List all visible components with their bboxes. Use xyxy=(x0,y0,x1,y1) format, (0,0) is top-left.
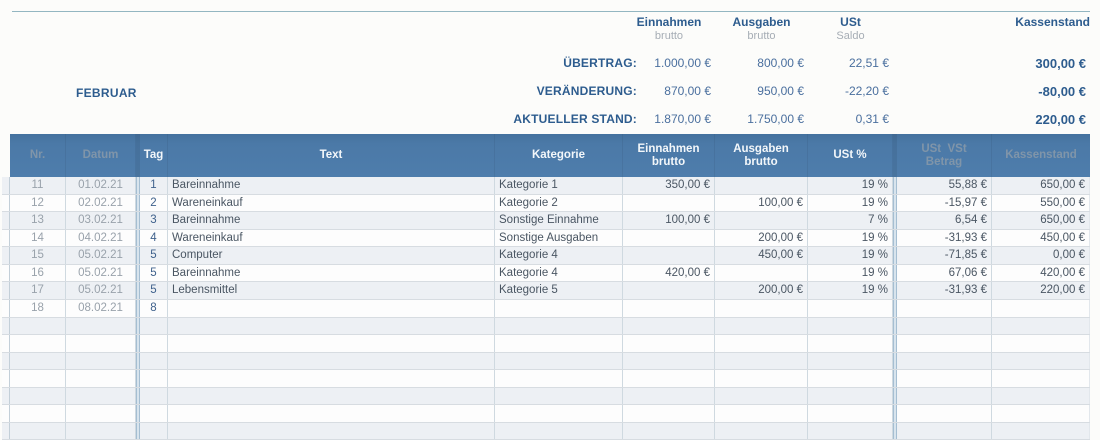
table-row xyxy=(2,388,1090,406)
cell-ust-vst-betrag[interactable]: -71,85 € xyxy=(897,247,992,264)
cell-ust-prozent[interactable] xyxy=(808,405,893,422)
header-line-2: brutto xyxy=(651,155,686,168)
summary-ust-value[interactable]: -22,20 € xyxy=(844,84,889,98)
row-margin-cell xyxy=(2,212,10,229)
cell-kassenstand[interactable]: 220,00 € xyxy=(992,282,1090,299)
cell-ust-vst-betrag[interactable]: -15,97 € xyxy=(897,195,992,212)
summary-einnahmen-value[interactable]: 870,00 € xyxy=(664,84,711,98)
cell-ust-prozent[interactable] xyxy=(808,353,893,370)
table-row xyxy=(2,195,1090,213)
cell-text[interactable] xyxy=(168,353,495,370)
cell-tag[interactable]: 5 xyxy=(140,247,168,264)
cell-text[interactable]: Wareneinkauf xyxy=(168,195,495,212)
cell-ust-prozent[interactable]: 19 % xyxy=(808,195,893,212)
cell-text[interactable] xyxy=(168,300,495,317)
header-divider-line xyxy=(12,11,1090,12)
cell-nr[interactable]: 12 xyxy=(10,195,66,212)
summary-rows xyxy=(0,49,1100,133)
cell-datum[interactable] xyxy=(66,335,136,352)
summary-row-label[interactable]: ÜBERTRAG: xyxy=(563,56,637,70)
cell-ust-prozent[interactable]: 19 % xyxy=(808,265,893,282)
cell-ust-prozent[interactable]: 19 % xyxy=(808,282,893,299)
column-subtitle: brutto xyxy=(654,30,684,42)
header-line-1: USt VSt xyxy=(921,142,967,155)
row-margin-cell xyxy=(2,405,10,422)
table-row xyxy=(2,300,1090,318)
summary-column-header-ust[interactable] xyxy=(808,15,893,42)
cell-tag[interactable] xyxy=(140,370,168,387)
cell-ust-prozent[interactable] xyxy=(808,423,893,440)
cell-ausgaben[interactable]: 450,00 € xyxy=(715,247,808,264)
table-header-nr[interactable]: Nr. xyxy=(10,134,66,177)
cell-nr[interactable]: 13 xyxy=(10,212,66,229)
cell-ausgaben[interactable] xyxy=(715,300,808,317)
summary-ust-value[interactable]: 0,31 € xyxy=(855,112,889,126)
table-header-kassenstand[interactable]: Kassenstand xyxy=(1005,149,1077,161)
cell-ausgaben[interactable] xyxy=(715,388,808,405)
cell-text[interactable]: Computer xyxy=(168,247,495,264)
cell-datum[interactable] xyxy=(66,353,136,370)
cell-ust-prozent[interactable]: 19 % xyxy=(808,230,893,247)
summary-column-header-kassenstand[interactable] xyxy=(992,15,1090,30)
cell-datum[interactable]: 03.02.21 xyxy=(66,212,136,229)
cell-datum[interactable] xyxy=(66,388,136,405)
cell-ust-prozent[interactable] xyxy=(808,370,893,387)
row-margin-cell xyxy=(2,300,10,317)
cell-ausgaben[interactable]: 200,00 € xyxy=(715,230,808,247)
cell-ust-prozent[interactable] xyxy=(808,300,893,317)
cell-einnahmen[interactable] xyxy=(623,230,715,247)
cell-ausgaben[interactable] xyxy=(715,423,808,440)
row-margin-cell xyxy=(2,265,10,282)
row-margin-cell xyxy=(2,177,10,194)
cell-ausgaben[interactable]: 200,00 € xyxy=(715,282,808,299)
cell-nr[interactable] xyxy=(10,318,66,335)
summary-row xyxy=(0,105,1100,133)
table-header-tag[interactable]: Tag xyxy=(140,134,168,177)
table-row xyxy=(2,177,1090,195)
cell-kassenstand[interactable] xyxy=(992,388,1090,405)
summary-row-label[interactable]: VERÄNDERUNG: xyxy=(536,84,637,98)
cell-einnahmen[interactable] xyxy=(623,195,715,212)
cell-kassenstand[interactable] xyxy=(992,335,1090,352)
cell-nr[interactable] xyxy=(10,335,66,352)
cell-datum[interactable] xyxy=(66,423,136,440)
cell-nr[interactable]: 17 xyxy=(10,282,66,299)
table-row xyxy=(2,230,1090,248)
cell-ust-vst-betrag[interactable] xyxy=(897,300,992,317)
header-line-2: brutto xyxy=(744,155,778,168)
table-row xyxy=(2,212,1090,230)
cell-text[interactable] xyxy=(168,388,495,405)
cell-tag[interactable] xyxy=(140,423,168,440)
cell-nr[interactable]: 15 xyxy=(10,247,66,264)
table-row xyxy=(2,405,1090,423)
cell-ust-prozent[interactable]: 19 % xyxy=(808,247,893,264)
table-row xyxy=(2,423,1090,440)
cell-einnahmen[interactable] xyxy=(623,247,715,264)
cell-ust-vst-betrag[interactable] xyxy=(897,353,992,370)
cell-einnahmen[interactable]: 420,00 € xyxy=(623,265,715,282)
cell-text[interactable]: Bareinnahme xyxy=(168,212,495,229)
cell-tag[interactable] xyxy=(140,353,168,370)
cell-kategorie[interactable]: Sonstige Ausgaben xyxy=(495,230,623,247)
cell-ausgaben[interactable]: 100,00 € xyxy=(715,195,808,212)
row-margin-cell xyxy=(2,195,10,212)
column-title: Kassenstand xyxy=(1015,15,1090,29)
cell-kassenstand[interactable] xyxy=(992,370,1090,387)
table-header-row xyxy=(10,134,1090,177)
cell-kategorie[interactable]: Sonstige Einnahme xyxy=(495,212,623,229)
cell-tag[interactable] xyxy=(140,405,168,422)
cell-kategorie[interactable]: Kategorie 4 xyxy=(495,265,623,282)
cell-datum[interactable]: 02.02.21 xyxy=(66,195,136,212)
cell-datum[interactable]: 05.02.21 xyxy=(66,247,136,264)
cell-ust-vst-betrag[interactable]: 55,88 € xyxy=(897,177,992,194)
cell-text[interactable] xyxy=(168,318,495,335)
cell-text[interactable]: Wareneinkauf xyxy=(168,230,495,247)
summary-kassenstand-value[interactable]: 300,00 € xyxy=(1035,55,1086,71)
table-header-ust-vst-betrag[interactable] xyxy=(897,134,992,177)
row-margin-cell xyxy=(2,370,10,387)
cell-ust-vst-betrag[interactable] xyxy=(897,370,992,387)
cell-ausgaben[interactable] xyxy=(715,370,808,387)
cell-kassenstand[interactable] xyxy=(992,405,1090,422)
month-label[interactable]: FEBRUAR xyxy=(76,86,137,100)
cell-ust-vst-betrag[interactable] xyxy=(897,405,992,422)
table-header-ust-prozent[interactable]: USt % xyxy=(808,134,893,177)
cell-nr[interactable]: 18 xyxy=(10,300,66,317)
cell-datum[interactable]: 08.02.21 xyxy=(66,300,136,317)
table-header-text[interactable]: Text xyxy=(168,134,495,177)
row-margin-cell xyxy=(2,282,10,299)
cell-ausgaben[interactable] xyxy=(715,318,808,335)
cell-kassenstand[interactable]: 550,00 € xyxy=(992,195,1090,212)
cell-kategorie[interactable] xyxy=(495,423,623,440)
cell-ust-vst-betrag[interactable] xyxy=(897,388,992,405)
cell-tag[interactable] xyxy=(140,335,168,352)
cell-kategorie[interactable]: Kategorie 5 xyxy=(495,282,623,299)
cell-ust-prozent[interactable] xyxy=(808,318,893,335)
cell-ust-prozent[interactable]: 19 % xyxy=(808,177,893,194)
cell-nr[interactable] xyxy=(10,405,66,422)
row-margin-cell xyxy=(2,247,10,264)
cell-ust-vst-betrag[interactable]: -31,93 € xyxy=(897,282,992,299)
table-row xyxy=(2,370,1090,388)
cell-einnahmen[interactable] xyxy=(623,300,715,317)
cell-kategorie[interactable] xyxy=(495,388,623,405)
cell-ausgaben[interactable] xyxy=(715,212,808,229)
cell-einnahmen[interactable] xyxy=(623,318,715,335)
cell-einnahmen[interactable] xyxy=(623,282,715,299)
table-header-ausgaben[interactable] xyxy=(715,134,808,177)
cell-kategorie[interactable]: Kategorie 2 xyxy=(495,195,623,212)
cell-datum[interactable]: 05.02.21 xyxy=(66,265,136,282)
cell-tag[interactable]: 5 xyxy=(140,265,168,282)
cell-kategorie[interactable]: Kategorie 1 xyxy=(495,177,623,194)
summary-column-header-ausgaben[interactable] xyxy=(715,15,808,42)
cell-kategorie[interactable] xyxy=(495,318,623,335)
table-row xyxy=(2,282,1090,300)
cell-ausgaben[interactable] xyxy=(715,353,808,370)
cell-nr[interactable]: 11 xyxy=(10,177,66,194)
cell-tag[interactable] xyxy=(140,388,168,405)
summary-row xyxy=(0,77,1100,105)
cell-ust-prozent[interactable] xyxy=(808,388,893,405)
cell-tag[interactable]: 2 xyxy=(140,195,168,212)
cell-tag[interactable]: 4 xyxy=(140,230,168,247)
column-subtitle: Saldo xyxy=(836,30,865,42)
summary-row xyxy=(0,49,1100,77)
cell-text[interactable]: Bareinnahme xyxy=(168,177,495,194)
cell-datum[interactable] xyxy=(66,318,136,335)
cell-ust-vst-betrag[interactable]: -31,93 € xyxy=(897,230,992,247)
cell-kategorie[interactable] xyxy=(495,353,623,370)
cell-kassenstand[interactable]: 650,00 € xyxy=(992,212,1090,229)
cell-datum[interactable]: 05.02.21 xyxy=(66,282,136,299)
row-margin-cell xyxy=(2,423,10,440)
cell-einnahmen[interactable]: 350,00 € xyxy=(623,177,715,194)
cell-datum[interactable] xyxy=(66,370,136,387)
cell-kategorie[interactable] xyxy=(495,300,623,317)
cell-nr[interactable] xyxy=(10,423,66,440)
cell-kategorie[interactable] xyxy=(495,405,623,422)
cell-kassenstand[interactable] xyxy=(992,353,1090,370)
table-row xyxy=(2,265,1090,283)
cell-ust-vst-betrag[interactable]: 6,54 € xyxy=(897,212,992,229)
cell-einnahmen[interactable] xyxy=(623,370,715,387)
summary-einnahmen-value[interactable]: 1.000,00 € xyxy=(654,56,711,70)
cell-kategorie[interactable] xyxy=(495,335,623,352)
cell-datum[interactable]: 04.02.21 xyxy=(66,230,136,247)
cell-text[interactable] xyxy=(168,405,495,422)
cell-ust-vst-betrag[interactable] xyxy=(897,318,992,335)
cell-datum[interactable] xyxy=(66,405,136,422)
cell-ust-vst-betrag[interactable]: 67,06 € xyxy=(897,265,992,282)
summary-ausgaben-value[interactable]: 800,00 € xyxy=(757,56,804,70)
cell-einnahmen[interactable]: 100,00 € xyxy=(623,212,715,229)
cell-ausgaben[interactable] xyxy=(715,265,808,282)
row-margin-cell xyxy=(2,388,10,405)
cell-kassenstand[interactable] xyxy=(992,300,1090,317)
summary-ust-value[interactable]: 22,51 € xyxy=(848,56,889,70)
cell-kassenstand[interactable] xyxy=(992,423,1090,440)
cell-tag[interactable]: 3 xyxy=(140,212,168,229)
summary-kassenstand-value[interactable]: 220,00 € xyxy=(1035,111,1086,127)
cell-text[interactable]: Lebensmittel xyxy=(168,282,495,299)
column-title: Ausgaben xyxy=(732,15,791,29)
cell-kategorie[interactable]: Kategorie 4 xyxy=(495,247,623,264)
cell-kassenstand[interactable]: 650,00 € xyxy=(992,177,1090,194)
summary-column-header-einnahmen[interactable] xyxy=(623,15,715,42)
cell-einnahmen[interactable] xyxy=(623,388,715,405)
column-title: USt xyxy=(840,15,861,29)
table-row xyxy=(2,335,1090,353)
cell-einnahmen[interactable] xyxy=(623,405,715,422)
cell-einnahmen[interactable] xyxy=(623,423,715,440)
summary-kassenstand-value[interactable]: -80,00 € xyxy=(1038,83,1086,99)
cell-kassenstand[interactable]: 450,00 € xyxy=(992,230,1090,247)
row-margin-cell xyxy=(2,230,10,247)
summary-ausgaben-value[interactable]: 1.750,00 € xyxy=(747,112,804,126)
cell-text[interactable] xyxy=(168,335,495,352)
row-margin-cell xyxy=(2,335,10,352)
cell-nr[interactable]: 16 xyxy=(10,265,66,282)
cell-ausgaben[interactable] xyxy=(715,335,808,352)
cell-datum[interactable]: 01.02.21 xyxy=(66,177,136,194)
cell-ust-vst-betrag[interactable] xyxy=(897,423,992,440)
cell-text[interactable] xyxy=(168,423,495,440)
cell-tag[interactable]: 8 xyxy=(140,300,168,317)
table-row xyxy=(2,318,1090,336)
cell-nr[interactable] xyxy=(10,353,66,370)
cell-nr[interactable]: 14 xyxy=(10,230,66,247)
table-header-datum[interactable]: Datum xyxy=(66,134,136,177)
summary-row-label[interactable]: AKTUELLER STAND: xyxy=(513,112,637,126)
column-subtitle: brutto xyxy=(747,30,776,42)
table-header-kategorie[interactable]: Kategorie xyxy=(495,134,623,177)
column-title: Einnahmen xyxy=(636,15,702,29)
row-margin-cell xyxy=(2,318,10,335)
cell-kategorie[interactable] xyxy=(495,370,623,387)
cell-nr[interactable] xyxy=(10,388,66,405)
table-row xyxy=(2,247,1090,265)
cell-tag[interactable]: 5 xyxy=(140,282,168,299)
cell-tag[interactable] xyxy=(140,318,168,335)
cell-tag[interactable]: 1 xyxy=(140,177,168,194)
cell-ust-prozent[interactable] xyxy=(808,335,893,352)
table-header-einnahmen[interactable] xyxy=(623,134,715,177)
cell-einnahmen[interactable] xyxy=(623,335,715,352)
cell-kassenstand[interactable]: 420,00 € xyxy=(992,265,1090,282)
cell-kassenstand[interactable] xyxy=(992,318,1090,335)
summary-einnahmen-value[interactable]: 1.870,00 € xyxy=(654,112,711,126)
cell-text[interactable] xyxy=(168,370,495,387)
header-line-1: Ausgaben xyxy=(733,142,789,155)
header-line-1: Einnahmen xyxy=(637,142,700,155)
header-line-2: Betrag xyxy=(925,155,963,168)
cell-text[interactable]: Bareinnahme xyxy=(168,265,495,282)
summary-ausgaben-value[interactable]: 950,00 € xyxy=(757,84,804,98)
cell-ust-vst-betrag[interactable] xyxy=(897,335,992,352)
cell-nr[interactable] xyxy=(10,370,66,387)
table-body xyxy=(2,177,1090,440)
cell-ausgaben[interactable] xyxy=(715,177,808,194)
cell-kassenstand[interactable]: 0,00 € xyxy=(992,247,1090,264)
cell-einnahmen[interactable] xyxy=(623,353,715,370)
cell-ust-prozent[interactable]: 7 % xyxy=(808,212,893,229)
row-margin-cell xyxy=(2,353,10,370)
table-row xyxy=(2,353,1090,371)
cell-ausgaben[interactable] xyxy=(715,405,808,422)
